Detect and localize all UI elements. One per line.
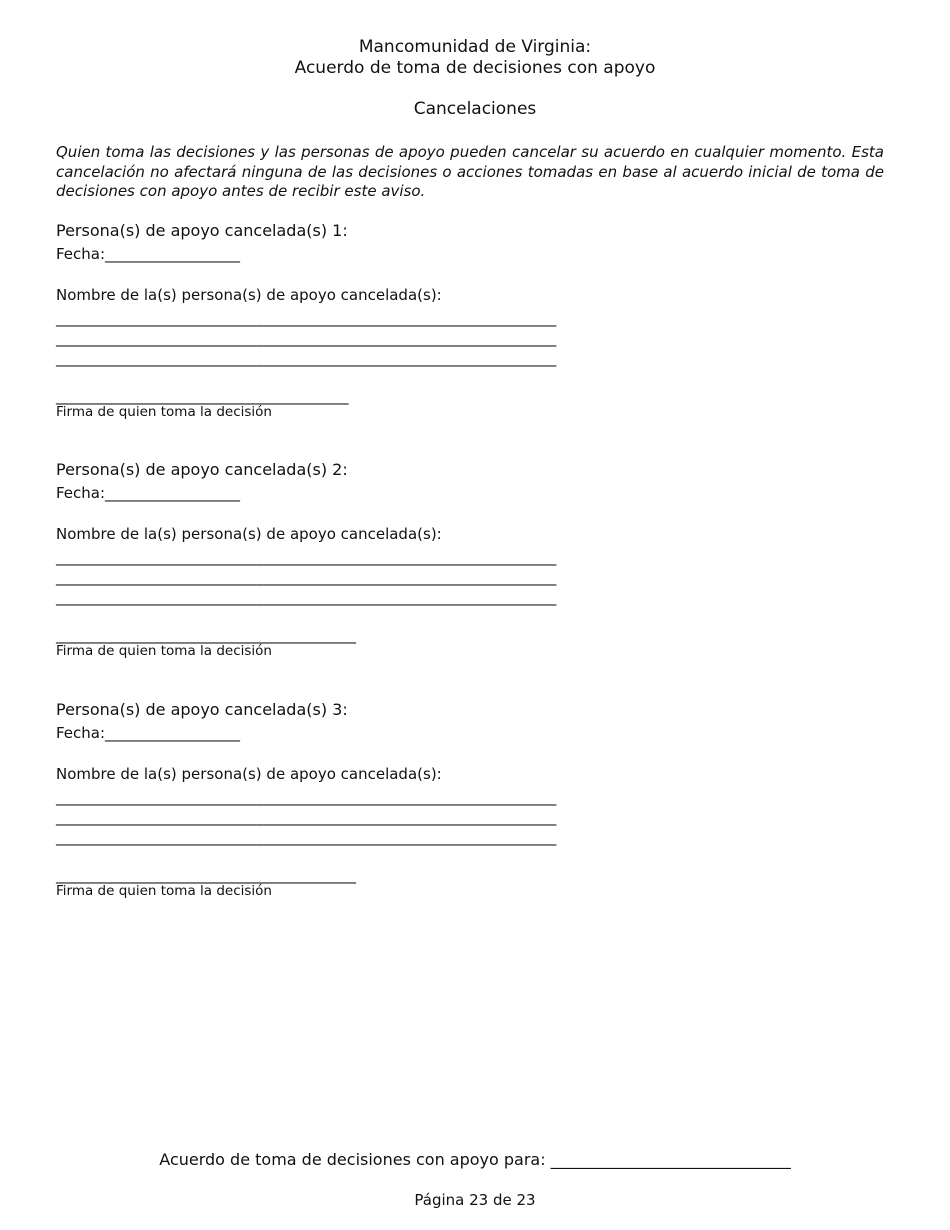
- signature-label: Firma de quien toma la decisión: [56, 643, 272, 659]
- intro-paragraph: Quien toma las decisiones y las personas de apoyo pueden cancelar su acuerdo en cualquier momento. Esta cancelación no afectará ninguna de las decisiones o acciones tomadas en base al acuerdo inicial de toma de decisiones con apoyo antes de recibir este aviso.: [56, 143, 884, 200]
- names-fill-lines: [56, 308, 756, 368]
- section-title: Persona(s) de apoyo cancelada(s) 2:: [56, 460, 348, 479]
- name-fill-line[interactable]: _________________________________________________________________: [56, 349, 557, 367]
- section-title: Persona(s) de apoyo cancelada(s) 3:: [56, 700, 348, 719]
- name-fill-line[interactable]: _________________________________________________________________: [56, 788, 557, 806]
- names-fill-lines: [56, 787, 756, 847]
- document-header: [0, 37, 950, 120]
- section-title: Persona(s) de apoyo cancelada(s) 1:: [56, 221, 348, 240]
- signature-fill-line[interactable]: ________________________________________: [56, 626, 356, 644]
- header-title-line1: Mancomunidad de Virginia:: [358, 37, 592, 57]
- cancellation-section-3: [56, 700, 756, 899]
- footer-agreement-for[interactable]: Acuerdo de toma de decisiones con apoyo para: ______________________________: [159, 1150, 791, 1169]
- names-label: Nombre de la(s) persona(s) de apoyo cancelada(s):: [56, 765, 442, 783]
- name-fill-line[interactable]: _________________________________________________________________: [56, 309, 557, 327]
- signature-fill-line[interactable]: ________________________________________: [56, 866, 356, 884]
- names-label: Nombre de la(s) persona(s) de apoyo cancelada(s):: [56, 525, 442, 543]
- signature-fill-line[interactable]: _______________________________________: [56, 387, 349, 405]
- header-title-line2: Acuerdo de toma de decisiones con apoyo: [294, 58, 656, 78]
- name-fill-line[interactable]: _________________________________________________________________: [56, 568, 557, 586]
- date-field[interactable]: Fecha:__________________: [56, 245, 241, 263]
- name-fill-line[interactable]: _________________________________________________________________: [56, 588, 557, 606]
- names-label: Nombre de la(s) persona(s) de apoyo cancelada(s):: [56, 286, 442, 304]
- section-heading: Cancelaciones: [413, 99, 537, 119]
- names-fill-lines: [56, 547, 756, 607]
- name-fill-line[interactable]: _________________________________________________________________: [56, 548, 557, 566]
- page-number: Página 23 de 23: [414, 1191, 536, 1209]
- name-fill-line[interactable]: _________________________________________________________________: [56, 329, 557, 347]
- cancellation-section-2: [56, 460, 756, 659]
- signature-label: Firma de quien toma la decisión: [56, 404, 272, 420]
- date-field[interactable]: Fecha:__________________: [56, 484, 241, 502]
- signature-label: Firma de quien toma la decisión: [56, 883, 272, 899]
- name-fill-line[interactable]: _________________________________________________________________: [56, 828, 557, 846]
- cancellation-section-1: [56, 221, 756, 420]
- date-field[interactable]: Fecha:__________________: [56, 724, 241, 742]
- name-fill-line[interactable]: _________________________________________________________________: [56, 808, 557, 826]
